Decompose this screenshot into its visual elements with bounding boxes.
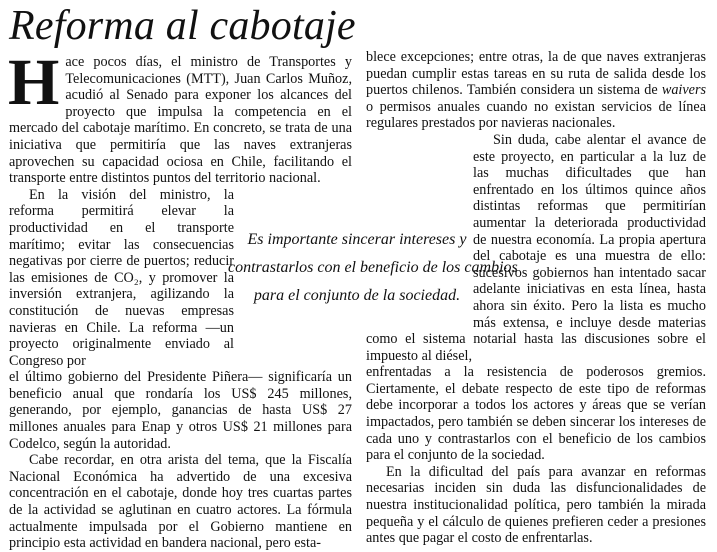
paragraph-6: En la dificultad del país para avanzar en reformas necesarias inciden sin duda las disfuncionalidades de nuestra institucionalidad política, pero también la mirada pequeña y el cálculo de quienes prefieren ceder a presiones antes que pagar el costo de enfrentarlas. [366, 463, 706, 547]
paragraph-1-text: ace pocos días, el ministro de Transportes y Telecomunicaciones (MTT), Juan Carlos Muñoz, acudió al Senado para exponer los alcances del proyecto que impulsa la competencia en el mercado del cabotaje marítimo. En concreto, se trata de una iniciativa que permitiría que las naves extranjeras aprovechen su capacidad ociosa en Chile, facilitando el transporte entre distintos puntos del territorio nacional. [9, 54, 352, 187]
paragraph-5-text-a: Sin duda, cabe alentar el avance de este proyecto, en particular a la luz de las muchas dificultades que han enfrentado en los últimos quince años distintas reformas que permitirían aumentar la deteriorada productividad de nuestra economía. La propia apertura del cabotaje es una muestra de ello: sucesivos gobiernos han intentado sacar adelante iniciativas en esta línea, hasta ahora sin éxito. Pero la lista es mucho más extensa, e incluye desde materias como el sistema notarial hasta las discusiones sobre el impuesto al diésel, [366, 131, 706, 364]
paragraph-1 [8, 46, 352, 187]
paragraph-2-continued: el último gobierno del Presidente Piñera— significaría un beneficio anual que rondaría los US$ 245 millones, generando, por ejemplo, ganancias de hasta US$ 27 millones anuales para Enap y otros US$ 21 millones para Codelco, según la autoridad. [9, 369, 352, 452]
pull-quote-line-2: contrastarlos con el beneficio de los cambios [228, 259, 518, 276]
pull-quote-line-3: para el conjunto de la sociedad. [253, 287, 461, 304]
paragraph-4-text-end: o permisos anuales cuando no existan servicios de línea regulares prestados por navieras nacionales. [366, 98, 706, 132]
paragraph-3: Cabe recordar, en otra arista del tema, que la Fiscalía Nacional Económica ha advertido de una excesiva concentración en el cabotaje, donde hoy tres cuartas partes de la actividad se aglutinan en cuatro actores. La fórmula actualmente impulsada por el Gobierno mantiene en principio esta actividad en bandera nacional, pero esta- [9, 452, 352, 552]
waivers-term: waivers [661, 82, 707, 99]
article-title: Reforma al cabotaje [9, 3, 356, 49]
pull-quote [228, 226, 518, 310]
paragraph-2-text-a: En la visión del ministro, la reforma permitirá elevar la productividad en el transporte marítimo; evitar las consecuencias negativas por cierre de puertos; reducir las emisiones de CO₂, y promover la inversión extranjera, agilizando la constitución de nuevas empresas navieras en Chile. La reforma —un proyecto originalmente enviado al Congreso por [9, 186, 234, 369]
pull-quote-line-1: Es importante sincerar intereses y [247, 231, 467, 248]
paragraph-4 [366, 49, 706, 132]
drop-cap: H [8, 46, 60, 119]
paragraph-4-text: blece excepciones; entre otras, la de que naves extranjeras puedan cumplir estas tareas en su ruta de salida desde los puertos chilenos. También considera un sistema de [366, 49, 706, 99]
paragraph-5-continued: enfrentadas a la resistencia de poderosos gremios. Ciertamente, el debate respecto de este tipo de reformas debe incorporar a todos los actores y áreas que se verían impactados, pero también se deben sincerar los intereses de cada uno y contrastarlos con el beneficio de los cambios para el conjunto de la sociedad. [366, 364, 706, 464]
